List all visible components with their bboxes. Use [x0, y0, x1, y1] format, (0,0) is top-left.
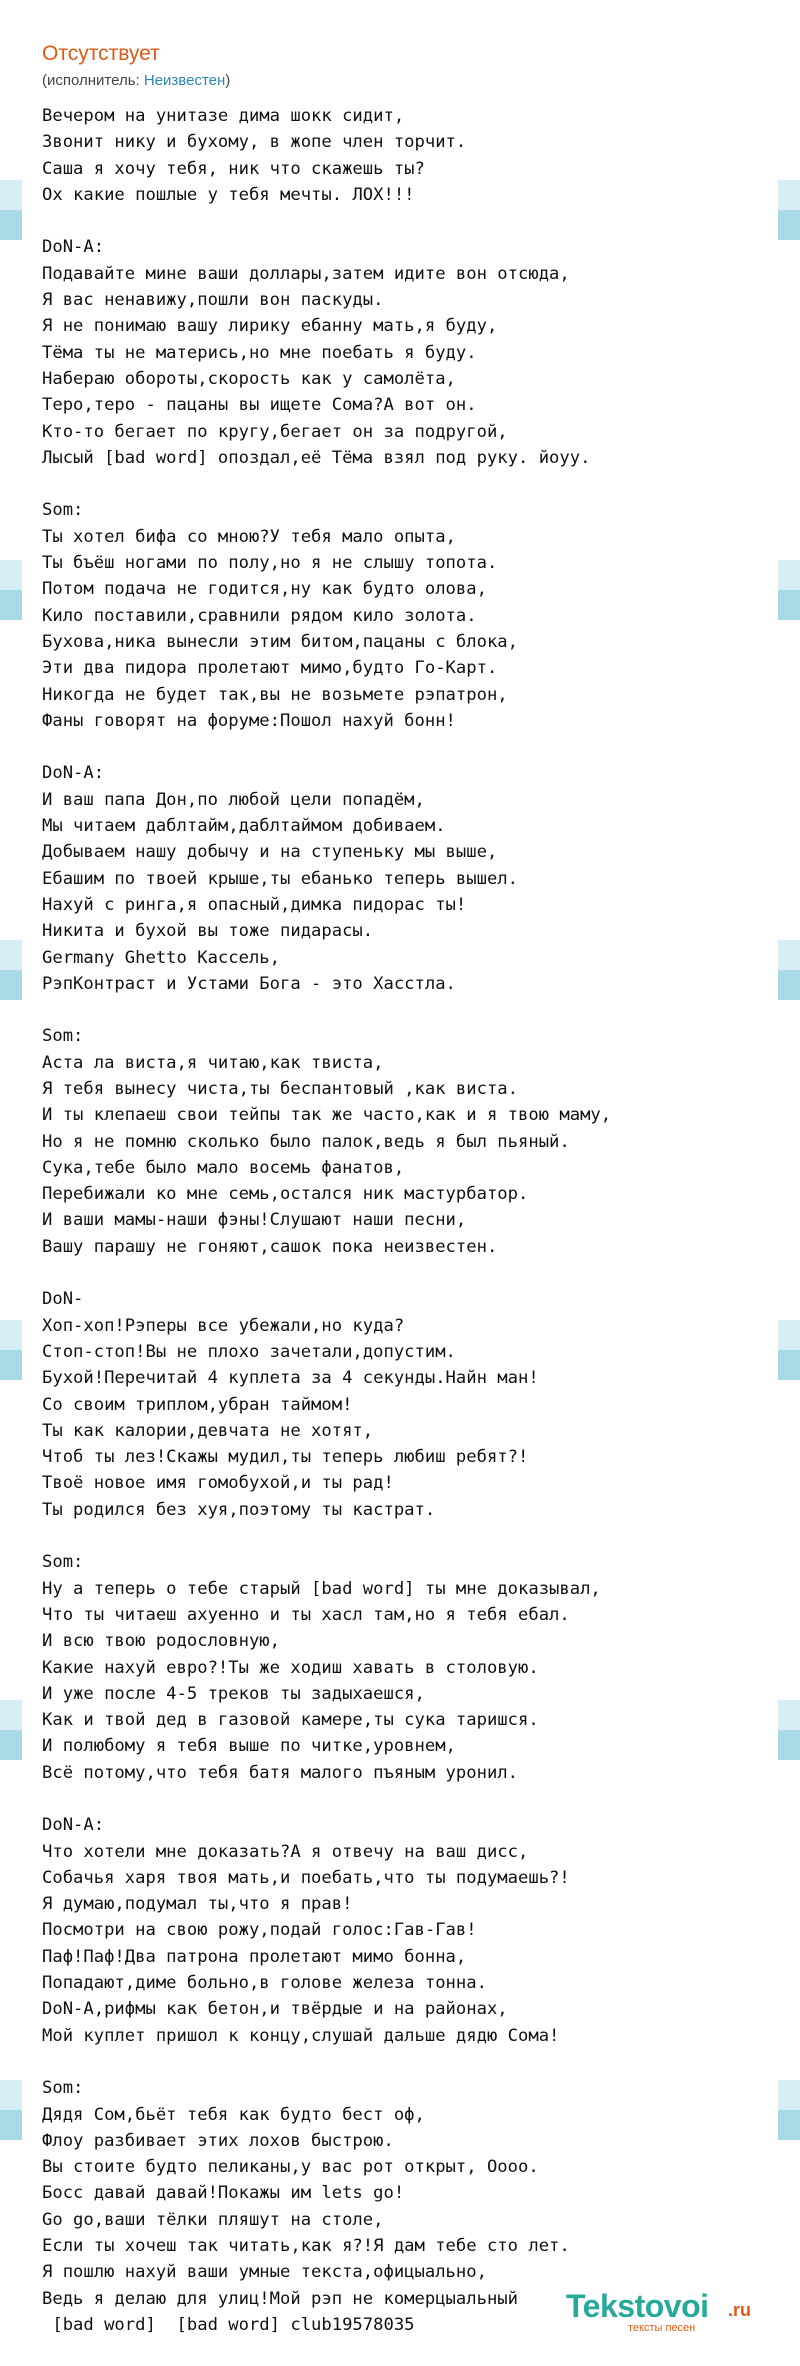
lyrics-card: [22, 20, 778, 2346]
lyrics-text: Вечером на унитазе дима шокк сидит, Звонит нику и бухому, в жопе член торчит. Саша я хочу тебя, ник что скажешь ты? Ох какие пошлые у тебя мечты. ЛОХ!!! DoN-A: Подавайте мине ваши доллары,затем идите вон отсюда, Я вас ненавижу,пошли вон паскуды. Я не понимаю вашу лирику ебанну мать,я буду, Тёма ты не матерись,но мне поебать я буду. Набераю обороты,скорость как у самолёта, Теро,теро - пацаны вы ищете Сома?А вот он. Кто-то бегает по кругу,бегает он за подругой, Лысый [bad word] опоздал,её Тёма взял под руку. йоуу. Som: Ты хотел бифа со мною?У тебя мало опыта, Ты бъёш ногами по полу,но я не слышу топота. Потом подача не годится,ну как будто олова, Кило поставили,сравнили рядом кило золота. Бухова,ника вынесли этим битом,пацаны с блока, Эти два пидора пролетают мимо,будто Го-Карт. Никогда не будет так,вы не возьмете рэпатрон, Фаны говорят на форуме:Пошол нахуй бонн! DoN-A: И ваш папа Дон,по любой цели попадём, Мы читаем даблтайм,даблтаймом добиваем. Добываем нашу добычу и на ступеньку мы выше, Ебашим по твоей крыше,ты ебанько теперь вышел. Нахуй с ринга,я опасный,димка пидорас ты! Никита и бухой вы тоже пидарасы. Germany Ghetto Кассель, РэпКонтраст и Устами Бога - это Хасстла. Som: Аста ла виста,я читаю,как твиста, Я тебя вынесу чиста,ты беспантовый ,как виста. И ты клепаеш свои тейпы так же часто,как и я твою маму, Но я не помню сколько было палок,ведь я был пьяный. Сука,тебе было мало восемь фанатов, Перебижали ко мне семь,остался ник мастурбатор. И ваши мамы-наши фэны!Слушают наши песни, Вашу парашу не гоняют,сашок пока неизвестен. DoN- Хоп-хоп!Рэперы все убежали,но куда? Стоп-стоп!Вы не плохо зачетали,допустим. Бухой!Перечитай 4 куплета за 4 секунды.Найн ман! Со своим триплом,убран таймом! Ты как калории,девчата не хотят, Чтоб ты лез!Скажы мудил,ты теперь любиш ребят?! Твоё новое имя гомобухой,и ты рад! Ты родился без хуя,поэтому ты кастрат. Som: Ну а теперь о тебе старый [bad word] ты мне доказывал, Что ты читаеш ахуенно и ты хасл там,но я тебя ебал. И всю твою родословную, Какие нахуй евро?!Ты же ходиш хавать в столовую. И уже после 4-5 треков ты задыхаешся, Как и твой дед в газовой камере,ты сука таришся. И полюбому я тебя выше по читке,уровнем, Всё потому,что тебя батя малого пъяным уронил. DoN-A: Что хотели мне доказать?А я отвечу на ваш дисс, Собачья харя твоя мать,и поебать,что ты подумаешь?! Я думаю,подумал ты,что я прав! Посмотри на свою рожу,подай голос:Гав-Гав! Паф!Паф!Два патрона пролетают мимо бонна, Попадают,диме больно,в голове железа тонна. DoN-A,рифмы как бетон,и твёрдые и на районах, Мой куплет пришол к концу,слушай дальше дядю Сома! Som: Дядя Сом,бьёт тебя как будто бест оф, Флоу разбивает этих лохов быстрою. Вы стоите будто пеликаны,у вас рот открыт, Оооо. Босс давай давай!Покажы им lets go! Go go,ваши тёлки пляшут на столе, Если ты хочеш так читать,как я?!Я дам тебе сто лет. Я пошлю нахуй ваши умные текста,офицыально, Ведь я делаю для улиц!Мой рэп не комерцыальный [bad word] [bad word] club19578035: [42, 106, 612, 2335]
artist-line: [42, 72, 230, 89]
site-logo[interactable]: [566, 2288, 776, 2336]
song-title: Отсутствует: [42, 42, 160, 65]
artist-suffix: ): [225, 72, 231, 89]
artist-link[interactable]: Неизвестен: [143, 72, 226, 89]
logo-tld: .ru: [728, 2300, 752, 2320]
artist-prefix: (исполнитель:: [42, 72, 144, 89]
logo-tagline: тексты песен: [628, 2322, 696, 2334]
logo-wordmark: Tekstovoi: [566, 2288, 709, 2324]
